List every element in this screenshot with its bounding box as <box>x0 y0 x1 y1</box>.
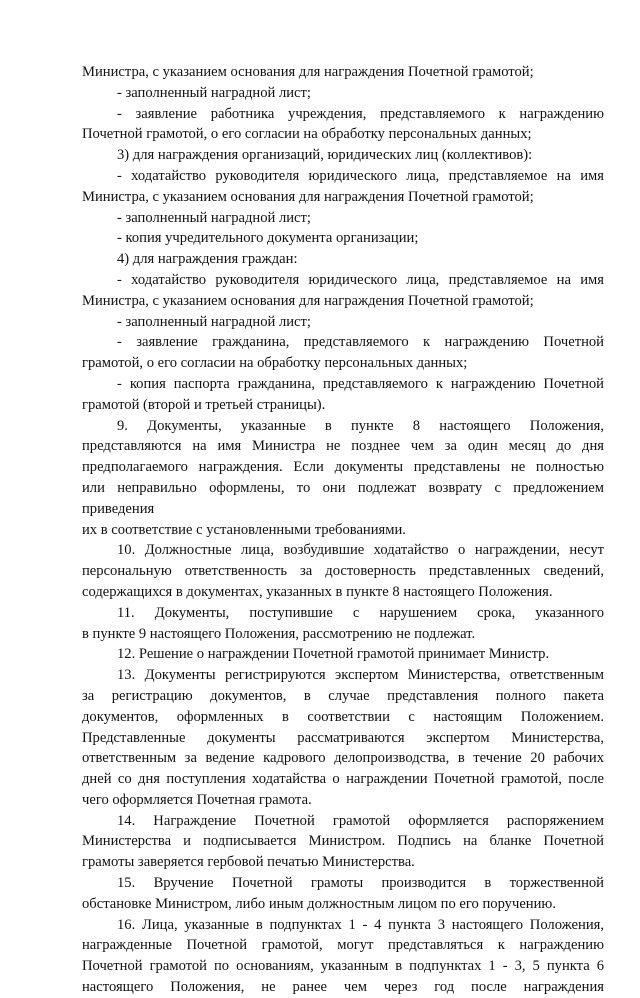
text-line: за регистрацию документов, в случае представления полного пакета <box>82 687 604 704</box>
text-line: 16. Лица, указанные в подпунктах 1 - 4 пункта 3 настоящего Положения, <box>117 916 604 933</box>
text-line: - заявление гражданина, представляемого к награждению Почетной <box>117 334 604 351</box>
text-line: Министра, с указанием основания для награждения Почетной грамотой; <box>82 188 534 205</box>
text-line: персональную ответственность за достоверность представленных сведений, <box>82 563 604 580</box>
text-line: настоящего Положения, не ранее чем через год после награждения <box>82 979 604 996</box>
text-line: грамоты заверяется гербовой печатью Министерства. <box>82 854 415 871</box>
text-line: - копия учредительного документа организации; <box>117 230 419 247</box>
text-line: 14. Награждение Почетной грамотой оформляется распоряжением <box>117 812 604 829</box>
text-line: Почетной грамотой по основаниям, указанным в подпунктах 1 - 3, 5 пункта 6 <box>82 958 604 975</box>
text-line: представляются на имя Министра не позднее чем за один месяц до дня <box>82 438 604 455</box>
text-line: их в соответствие с установленными требованиями. <box>82 521 406 538</box>
text-line: 4) для награждения граждан: <box>117 251 298 268</box>
text-line: грамотой, о его согласии на обработку персональных данных; <box>82 355 468 372</box>
text-line: 13. Документы регистрируются экспертом Министерства, ответственным <box>117 667 604 684</box>
text-line: - заполненный наградной лист; <box>117 209 311 226</box>
text-line: документов, оформленных в соответствии с настоящим Положением. <box>82 708 604 725</box>
text-line: грамотой (второй и третьей страницы). <box>82 396 326 413</box>
text-line: ответственным за ведение кадрового делопроизводства, в течение 20 рабочих <box>82 750 604 767</box>
text-line: Министра, с указанием основания для награждения Почетной грамотой; <box>82 64 534 80</box>
text-line: чего оформляется Почетная грамота. <box>82 791 312 808</box>
text-line: или неправильно оформлены, то они подлежат возврату с предложением <box>82 479 604 496</box>
text-line: предполагаемого награждения. Если документы представлены не полностью <box>82 459 604 476</box>
text-line: Министра, с указанием основания для награждения Почетной грамотой; <box>82 292 534 309</box>
text-line: дней со дня поступления ходатайства о награждении Почетной грамотой, после <box>82 771 604 788</box>
text-line: приведения <box>82 500 155 517</box>
text-line: награжденные Почетной грамотой, могут представляться к награждению <box>82 937 604 954</box>
text-line: 11. Документы, поступившие с нарушением срока, указанного <box>117 604 604 621</box>
text-line: обстановке Министром, либо иным должностным лицом по его поручению. <box>82 895 556 912</box>
text-line: Почетной грамотой, о его согласии на обработку персональных данных; <box>82 126 532 143</box>
text-line: в пункте 9 настоящего Положения, рассмотрению не подлежат. <box>82 625 476 642</box>
text-line: - заполненный наградной лист; <box>117 313 311 330</box>
text-line: 3) для награждения организаций, юридических лиц (коллективов): <box>117 147 533 164</box>
text-line: - заполненный наградной лист; <box>117 84 311 101</box>
text-line: - ходатайство руководителя юридического лица, представляемое на имя <box>117 167 604 184</box>
text-line: 12. Решение о награждении Почетной грамотой принимает Министр. <box>117 646 550 663</box>
text-line: содержащихся в документах, указанных в пункте 8 настоящего Положения. <box>82 583 553 600</box>
text-line: Представленные документы рассматриваются экспертом Министерства, <box>82 729 604 746</box>
text-line: - копия паспорта гражданина, представляемого к награждению Почетной <box>117 375 604 392</box>
text-line: 10. Должностные лица, возбудившие ходатайство о награждении, несут <box>117 542 604 559</box>
text-line: 15. Вручение Почетной грамоты производится в торжественной <box>117 875 604 892</box>
text-line: 9. Документы, указанные в пункте 8 настоящего Положения, <box>117 417 604 434</box>
document-body <box>82 62 604 998</box>
text-line: - заявление работника учреждения, представляемого к награждению <box>117 105 604 122</box>
text-line: Министерства и подписывается Министром. Подпись на бланке Почетной <box>82 833 604 850</box>
text-line: - ходатайство руководителя юридического лица, представляемое на имя <box>117 271 604 288</box>
